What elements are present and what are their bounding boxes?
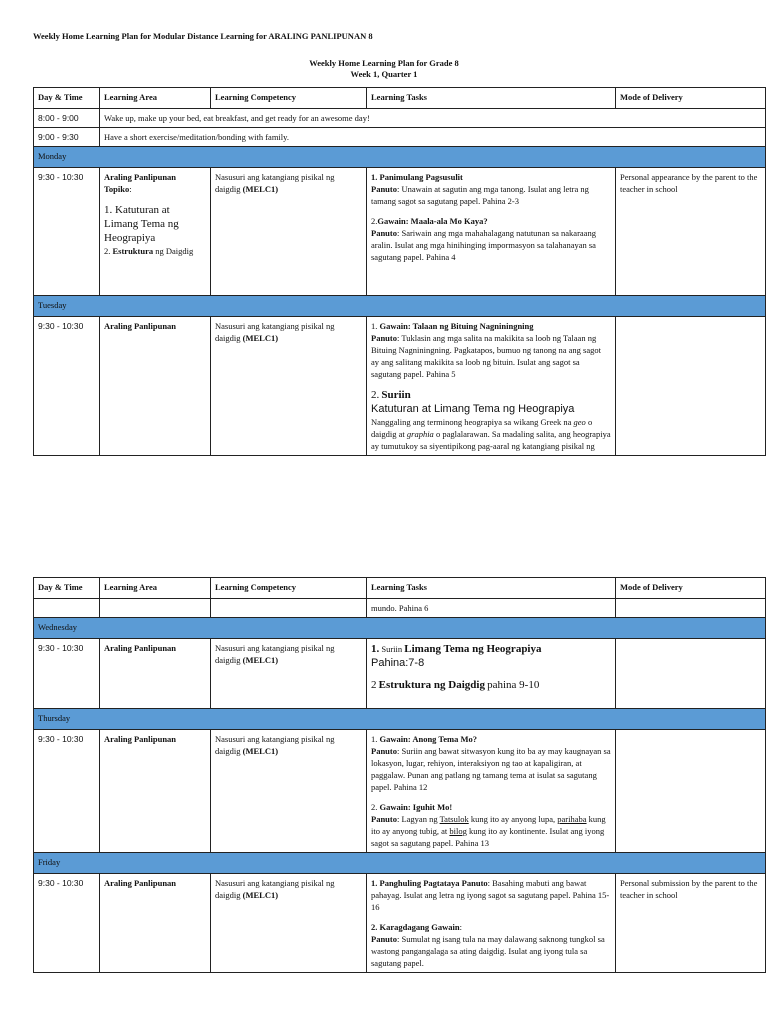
tasks-cell — [367, 639, 616, 709]
task-1-text: : Tuklasin ang mga salita na makikita sa loob ng Talaan ng Bituing Nagniningning. Pagkatapos, bumuo ng tanong na ang sagot ay ang salitang makikita sa loob ng bituin. Isulat ang sagot sa sagutang papel. Pahina 5 — [371, 333, 601, 379]
time-cell: 9:30 - 10:30 — [34, 874, 100, 973]
wednesday-row — [34, 639, 766, 709]
time-cell: 9:30 - 10:30 — [34, 639, 100, 709]
plan-title: Weekly Home Learning Plan for Grade 8 — [309, 58, 459, 68]
routine-row — [34, 128, 766, 147]
topic-2-bold: Estruktura — [112, 246, 154, 256]
empty-cell — [100, 599, 211, 618]
task-1-number: 1. — [371, 643, 380, 655]
learning-area-cell — [100, 639, 211, 709]
topic-label: Topiko — [104, 184, 130, 194]
task-2-colon: : — [459, 922, 462, 932]
task-2-label: Panuto — [371, 814, 397, 824]
task-1-label: Panuto — [371, 746, 397, 756]
day-label: Wednesday — [34, 618, 766, 639]
routine-time: 8:00 - 9:00 — [34, 109, 100, 128]
task-2-text: kung ito ay kontinente. Isulat ang iyong sagot sa sagutang papel. Pahina 13 — [371, 826, 605, 848]
task-2-number: 2 — [371, 679, 377, 691]
learning-area-cell — [100, 317, 211, 456]
term-graphia: graphia — [406, 429, 434, 439]
empty-cell — [34, 599, 100, 618]
task-2-title: Estruktura ng Daigdig — [378, 679, 485, 691]
learning-area-cell — [100, 874, 211, 973]
task-2-label: Panuto — [371, 228, 397, 238]
day-row-thursday — [34, 709, 766, 730]
competency-cell — [211, 874, 367, 973]
area-name: Araling Panlipunan — [104, 321, 177, 331]
header-day-time: Day & Time — [34, 88, 100, 109]
header-day-time: Day & Time — [34, 578, 100, 599]
melc-code: (MELC1) — [242, 333, 279, 343]
delivery-cell — [616, 317, 766, 456]
task-1-text: : Basahing mabuti ang bawat pahayag. Isulat ang letra ng iyong sagot sa sagutang papel. Pahina 15-16 — [371, 878, 610, 912]
competency-text: Nasusuri ang katangiang pisikal ng daigdig — [215, 878, 335, 900]
tasks-cell — [367, 874, 616, 973]
routine-row — [34, 109, 766, 128]
time-cell: 9:30 - 10:30 — [34, 317, 100, 456]
day-row-tuesday — [34, 296, 766, 317]
task-2-number: 2. — [371, 216, 378, 226]
header-learning-competency: Learning Competency — [211, 88, 367, 109]
competency-cell — [211, 639, 367, 709]
empty-cell — [211, 599, 367, 618]
header-learning-tasks: Learning Tasks — [367, 578, 616, 599]
continuation-row — [34, 599, 766, 618]
header-row — [34, 578, 766, 599]
task-1-pages: Pahina:7-8 — [371, 657, 425, 669]
delivery-cell: Personal submission by the parent to the teacher in school — [616, 874, 766, 973]
tasks-cell — [367, 317, 616, 456]
task-2-subtitle: Katuturan at Limang Tema ng Heograpiya — [371, 403, 575, 415]
header-learning-competency: Learning Competency — [211, 578, 367, 599]
task-2-label: Panuto — [371, 934, 397, 944]
task-1-label: Panuto — [371, 333, 397, 343]
delivery-cell: Personal appearance by the parent to the teacher in school — [616, 168, 766, 296]
header-row — [34, 88, 766, 109]
learning-plan-table-1 — [33, 87, 766, 456]
task-2-paragraph: o daigdig at — [371, 417, 593, 439]
task-1-text: : Suriin ang bawat sitwasyon kung ito ba ay may kaugnayan sa lokasyon, lugar, rehiyon, interaksiyon ng tao at kapaligiran, at paggalaw. Punan ang patlang ng tamang tema at isulat sa sagutang papel. Pahina 12 — [371, 746, 611, 792]
learning-area-cell — [100, 730, 211, 853]
task-1-title: Limang Tema ng Heograpiya — [404, 643, 542, 655]
task-1-prefix: Suriin — [381, 644, 403, 654]
header-mode-of-delivery: Mode of Delivery — [616, 578, 766, 599]
melc-code: (MELC1) — [242, 890, 279, 900]
delivery-cell — [616, 639, 766, 709]
competency-text: Nasusuri ang katangiang pisikal ng daigdig — [215, 321, 335, 343]
document-title: Weekly Home Learning Plan for Modular Distance Learning for ARALING PANLIPUNAN 8 — [33, 31, 373, 41]
competency-cell — [211, 730, 367, 853]
learning-plan-table-2 — [33, 577, 766, 973]
empty-cell — [616, 599, 766, 618]
header-learning-tasks: Learning Tasks — [367, 88, 616, 109]
area-name: Araling Panlipunan — [104, 734, 177, 744]
task-2-paragraph: o paglalarawan. Sa madaling salita, ang heograpiya ay tumutukoy sa siyentipikong pag-aaral ng katangiang pisikal ng — [371, 429, 611, 451]
routine-text: Wake up, make up your bed, eat breakfast, and get ready for an awesome day! — [100, 109, 766, 128]
competency-cell — [211, 168, 367, 296]
day-label: Monday — [34, 147, 766, 168]
competency-text: Nasusuri ang katangiang pisikal ng daigdig — [215, 172, 335, 194]
learning-area-cell: Araling Panlipunan Topiko: 1. Katuturan at Limang Tema ng Heograpiya 2. Estruktura ng Daigdig — [100, 168, 211, 296]
task-2-number: 2. — [371, 802, 378, 812]
task-2-text: kung ito ay anyong tubig, at — [371, 814, 606, 836]
area-name: Araling Panlipunan — [104, 878, 177, 888]
day-row-monday — [34, 147, 766, 168]
melc-code: (MELC1) — [242, 184, 279, 194]
task-2-text: kung ito ay anyong lupa, — [470, 814, 556, 824]
topic-2-number: 2. — [104, 246, 111, 256]
task-1-title: Gawain: Talaan ng Bituing Nagniningning — [379, 321, 534, 331]
task-1-number: 1. — [371, 321, 378, 331]
area-name: Araling Panlipunan — [104, 643, 177, 653]
term-parihaba: parihaba — [557, 814, 587, 824]
competency-text: Nasusuri ang katangiang pisikal ng daigdig — [215, 643, 335, 665]
day-label: Tuesday — [34, 296, 766, 317]
day-label: Friday — [34, 853, 766, 874]
header-mode-of-delivery: Mode of Delivery — [616, 88, 766, 109]
task-2-text: : Lagyan ng — [396, 814, 438, 824]
task-1-label: Panuto — [371, 184, 397, 194]
competency-cell — [211, 317, 367, 456]
task-2-title: Gawain: Maala-ala Mo Kaya? — [377, 216, 488, 226]
task-2-title: Suriin — [381, 389, 411, 401]
plan-week: Week 1, Quarter 1 — [350, 69, 418, 79]
task-2-text: : Sariwain ang mga mahahalagang natutunan sa nakaraang aralin. Isulat ang mga hinihinging impormasyon sa talahanayan sa sagutang papel. Pahina 4 — [371, 228, 596, 262]
header-learning-area: Learning Area — [100, 578, 211, 599]
tasks-cell — [367, 730, 616, 853]
task-2-title: Gawain: Iguhit Mo! — [379, 802, 453, 812]
day-row-friday — [34, 853, 766, 874]
friday-row — [34, 874, 766, 973]
task-1-title: Gawain: Anong Tema Mo? — [379, 734, 478, 744]
task-1-title: 1. Panimulang Pagsusulit — [371, 172, 463, 182]
task-2-text: : Sumulat ng isang tula na may dalawang saknong tungkol sa wastong pangangalaga sa ating daigdig. Isulat ang iyong tula sa sagutang papel. — [371, 934, 605, 968]
melc-code: (MELC1) — [242, 655, 279, 665]
tasks-cell — [367, 168, 616, 296]
delivery-cell — [616, 730, 766, 853]
monday-row — [34, 168, 766, 296]
time-cell: 9:30 - 10:30 — [34, 168, 100, 296]
routine-time: 9:00 - 9:30 — [34, 128, 100, 147]
competency-text: Nasusuri ang katangiang pisikal ng daigdig — [215, 734, 335, 756]
term-bilog: bilog — [449, 826, 467, 836]
term-geo: geo — [573, 417, 586, 427]
tuesday-row — [34, 317, 766, 456]
task-2-pages: pahina 9-10 — [487, 679, 540, 691]
routine-text: Have a short exercise/meditation/bonding with family. — [100, 128, 766, 147]
day-label: Thursday — [34, 709, 766, 730]
task-1-text: : Unawain at sagutin ang mga tanong. Isulat ang letra ng tamang sagot sa sagutang papel. Pahina 2-3 — [371, 184, 589, 206]
day-row-wednesday — [34, 618, 766, 639]
task-2-number: 2. — [371, 389, 380, 401]
area-name: Araling Panlipunan — [104, 172, 177, 182]
term-tatsulok: Tatsulok — [439, 814, 469, 824]
time-cell: 9:30 - 10:30 — [34, 730, 100, 853]
header-learning-area: Learning Area — [100, 88, 211, 109]
melc-code: (MELC1) — [242, 746, 279, 756]
continuation-text: mundo. Pahina 6 — [367, 599, 616, 618]
topic-1: 1. Katuturan at Limang Tema ng Heograpiya — [104, 204, 179, 244]
task-2-paragraph: Nanggaling ang terminong heograpiya sa wikang Greek na — [371, 417, 572, 427]
task-2-title: 2. Karagdagang Gawain — [371, 922, 460, 932]
task-1-title: 1. Panghuling Pagtataya Panuto — [371, 878, 488, 888]
thursday-row — [34, 730, 766, 853]
task-1-number: 1. — [371, 734, 378, 744]
topic-2-rest: ng Daigdig — [155, 246, 194, 256]
